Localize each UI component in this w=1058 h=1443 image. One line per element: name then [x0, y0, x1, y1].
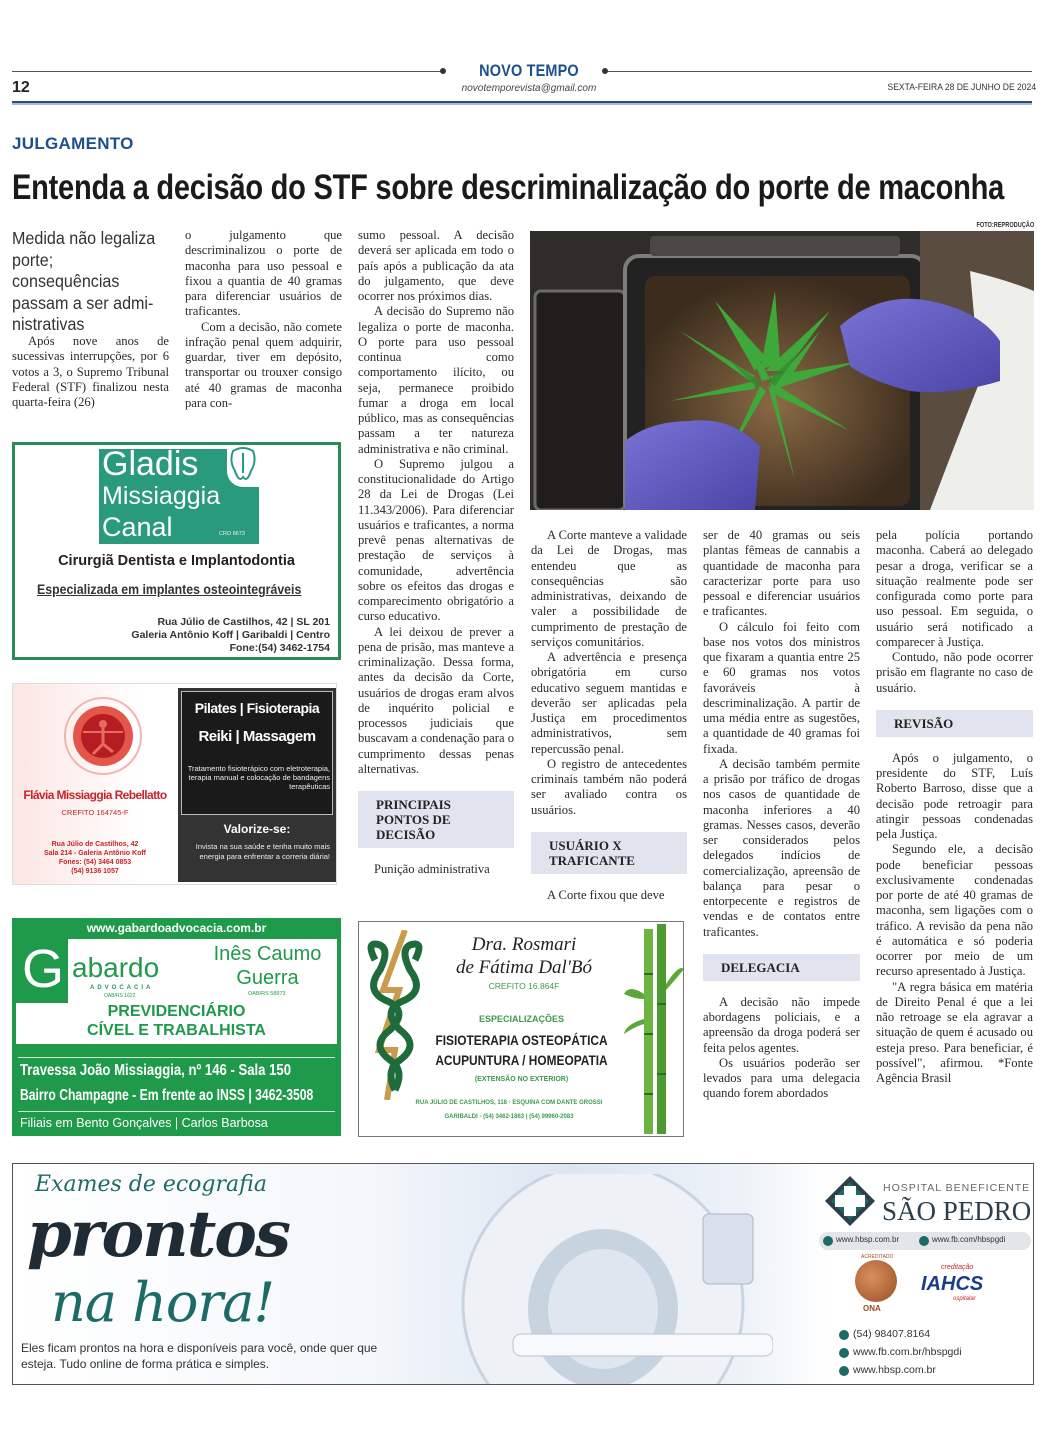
- iahcs-bottom: ospitalar: [953, 1296, 976, 1302]
- paragraph: pela polícia portando maconha. Caberá ao delegado pesar a droga, verificar se a situação realmente pode ser configurada como porte para uso pessoal. Em seguida, o usuário será notificado a comparecer à Justiça.: [876, 528, 1033, 649]
- flavia-slogan: Valorize-se:: [223, 822, 291, 836]
- gabardo-logo-text: abardo: [72, 952, 160, 983]
- photo-credit: FOTO:REPRODUÇÃO: [976, 222, 1034, 229]
- gabardo-address2: Bairro Champagne - Em frente ao INSS | 3462-3508: [20, 1087, 314, 1104]
- gabardo-url[interactable]: www.gabardoadvocacia.com.br: [86, 921, 267, 935]
- flavia-services-line2: Reiki | Massagem: [198, 728, 316, 745]
- tooth-icon: [227, 447, 259, 487]
- ad-hospital-sao-pedro[interactable]: [12, 1163, 1034, 1385]
- rosmari-name1: Dra. Rosmari: [471, 934, 577, 955]
- ona-label: ACREDITADO: [861, 1254, 894, 1260]
- publication-email[interactable]: novotemporevista@gmail.com: [461, 83, 597, 94]
- article-column-3: [358, 228, 514, 877]
- gabardo-lawyer-name1: Inês Caumo: [213, 943, 322, 965]
- hospital-fb1[interactable]: www.fb.com/hbspgdi: [932, 1235, 1006, 1244]
- article-column-4: [531, 528, 687, 903]
- hospital-web2[interactable]: www.hbsp.com.br: [853, 1364, 936, 1376]
- gabardo-address1: Travessa João Missiaggia, nº 146 - Sala 150: [20, 1062, 291, 1079]
- flavia-slogan-text: Invista na sua saúde e tenha muito mais energia para enfrentar a correria diária!: [195, 842, 330, 861]
- gladis-specialty: Especializada em implantes osteointegráveis: [37, 581, 302, 597]
- gabardo-divider-1: [18, 1057, 335, 1058]
- issue-date: SEXTA-FEIRA 28 DE JUNHO DE 2024: [887, 82, 1036, 93]
- gabardo-area2: CÍVEL E TRABALHISTA: [87, 1022, 266, 1039]
- paragraph: Após o julgamento, o presidente do STF, Luís Roberto Barroso, disse que a decisão pode retroagir para atingir pessoas condenadas pela Justiça.: [876, 750, 1033, 841]
- subheading-principais-pontos: PRINCIPAIS PONTOS DE DECISÃO: [358, 791, 514, 848]
- paragraph: "A regra básica em matéria de Direito Penal é que a lei não retroage se ela agravar a situação de quem é acusado ou esteja preso. Para beneficiar, é possível", afirmou. *Fonte Agência Brasil: [876, 979, 1033, 1085]
- flavia-services-panel: [178, 688, 336, 882]
- hospital-headline1: prontos: [27, 1197, 289, 1272]
- gabardo-logo-sub: ADVOCACIA: [90, 985, 154, 991]
- flavia-services-line1: Pilates | Fisioterapia: [194, 700, 320, 716]
- ad-gabardo-law[interactable]: [12, 918, 341, 1136]
- paragraph: Os usuários poderão ser levados para uma delegacia quando forem abordados: [703, 1055, 860, 1101]
- ad-rosmari-physio[interactable]: [358, 921, 684, 1137]
- hospital-cross-logo-icon: [825, 1176, 875, 1226]
- paragraph: A Corte manteve a validade da Lei de Drogas, mas entendeu que as consequências são administrativas, deixando de valer a possibilidade de cumprimento de prestação de serviços comunitários.: [531, 528, 687, 649]
- facebook-icon-2: [839, 1348, 849, 1358]
- article-column-5: [703, 528, 860, 1102]
- bamboo-icon: [624, 924, 684, 1134]
- rosmari-phones[interactable]: GARIBALDI - (54) 3462-1863 | (54) 99960-2083: [444, 1114, 574, 1120]
- subheading-usuario-traficante: USUÁRIO X TRAFICANTE: [531, 832, 687, 874]
- article-column-1: [12, 334, 169, 410]
- facebook-icon: [919, 1236, 929, 1246]
- hospital-tagline: Exames de ecografia: [35, 1172, 267, 1197]
- rosmari-spec-label: ESPECIALIZAÇÕES: [478, 1014, 564, 1024]
- gladis-address2: Galeria Antônio Koff | Garibaldi | Centro: [131, 629, 330, 641]
- gabardo-logo-oab: OAB/RS 1622: [104, 993, 136, 999]
- gabardo-lawyer-name2: Guerra: [236, 967, 299, 989]
- paragraph: A decisão também permite a prisão por tráfico de drogas nos casos de quantidade de maconha inferiores a 40 gramas. Nesses casos, deverão ser considerados pelos delegados indícios de comercialização, apreensão de balança para pesar o entorpecente e registros de vendas e de contatos entre traficantes.: [703, 756, 860, 939]
- gabardo-logo-g: G: [22, 939, 65, 999]
- rosmari-crefito: CREFITO 16.864F: [488, 981, 560, 991]
- paragraph: Após nove anos de sucessivas interrupções, por 6 votos a 3, o Supremo Tribunal Federal (STF) finalizou nesta quarta-feira (26): [12, 334, 169, 409]
- article-column-6: [876, 528, 1033, 1086]
- paragraph: O cálculo foi feito com base nos votos dos ministros que fixaram a quantia entre 25 e 60 gramas nos votos favoráveis à descriminalização. A partir de uma média entre as sugestões, a quantidade de 40 gramas foi fixada.: [703, 619, 860, 756]
- gladis-cro: CRO 8673: [219, 531, 245, 537]
- hospital-name-main: SÃO PEDRO: [882, 1196, 1032, 1226]
- paragraph: A decisão do Supremo não legaliza o porte de maconha. O porte para uso pessoal continua como comportamento ilícito, ou seja, permanece proibido fumar a droga em local público, mas as consequências passam a ter natureza administrativa e não criminal.: [358, 304, 514, 456]
- whatsapp-icon: [839, 1330, 849, 1340]
- globe-icon: [823, 1236, 833, 1246]
- gladis-logo-name2: Missiaggia: [102, 482, 221, 510]
- ct-scanner-image: [453, 1174, 773, 1384]
- paragraph: Com a decisão, não comete infração penal quem adquirir, guardar, tiver em depósito, transportar ou trouxer consigo até 40 gramas de maconha para con-: [185, 319, 342, 410]
- article-photo-cannabis: [530, 231, 1034, 510]
- paragraph: A decisão não impede abordagens policiais, e a apreensão da droga poderá ser feita pelos agentes.: [703, 994, 860, 1055]
- subheading-revisao: REVISÃO: [876, 710, 1033, 737]
- paragraph: O Supremo julgou a constitucionalidade do Artigo 28 da Lei de Drogas (Lei 11.343/2006). Para diferenciar usuários e traficantes, a norma prevê penas alternativas de prestação de serviços à comunidade, advertência sobre os efeitos das drogas e comparecimento obrigatório a curso educativo.: [358, 456, 514, 624]
- article-subhead: Medida não legaliza porte; consequências passam a ser admi-nistrativas: [12, 228, 156, 334]
- header-divider: [12, 101, 1032, 105]
- article-headline: Entenda a decisão do STF sobre descriminalização do porte de maconha: [12, 168, 1005, 207]
- globe-icon-2: [839, 1366, 849, 1376]
- gladis-phone[interactable]: Fone:(54) 3462-1754: [229, 642, 330, 654]
- paragraph: ser de 40 gramas ou seis plantas fêmeas de cannabis a quantidade de maconha para caracterizar porte para uso pessoal e diferenciar usuários e traficantes.: [703, 528, 860, 619]
- flavia-name: Flávia Missiaggia Rebellatto: [23, 788, 167, 802]
- paragraph: Punição administrativa: [374, 862, 490, 876]
- paragraph: A lei deixou de prever a pena de prisão, mas manteve a criminalização. Dessa forma, antes da decisão da Corte, usuários de drogas eram alvos de inquérito policial e processos judiciais que buscavam a condenação para o cumprimento dessas penas alternativas.: [358, 624, 514, 776]
- iahcs-top: creditação: [941, 1264, 974, 1271]
- gabardo-divider-2: [18, 1111, 335, 1112]
- iahcs-logo: IAHCS: [921, 1273, 984, 1295]
- ona-seal-icon: [855, 1260, 897, 1302]
- gladis-logo-name3: Canal: [102, 512, 173, 542]
- gabardo-branches: Filiais em Bento Gonçalves | Carlos Barbosa: [20, 1116, 268, 1130]
- rosmari-spec1: FISIOTERAPIA OSTEOPÁTICA: [435, 1032, 608, 1048]
- flavia-description: Tratamento fisioterápico com eletroterapia, terapia manual e colocação de bandagens terapêuticas: [187, 764, 330, 791]
- gabardo-lawyer-oab: OAB/RS 58973: [248, 991, 286, 997]
- paragraph: A Corte fixou que deve: [547, 887, 665, 902]
- gabardo-area1: PREVIDENCIÁRIO: [107, 1003, 246, 1020]
- paragraph: A advertência e presença obrigatória em curso educativo seguem mantidas e deverão ser aplicadas pela Justiça em procedimentos administrativos, sem repercussão penal.: [531, 650, 687, 756]
- subheading-delegacia: DELEGACIA: [703, 954, 860, 981]
- paragraph: o julgamento que descriminalizou o porte de maconha para uso pessoal e fixou a quantia de 40 gramas para diferenciar usuários de traficantes.: [185, 228, 342, 319]
- rosmari-spec2: ACUPUNTURA / HOMEOPATIA: [435, 1052, 608, 1068]
- hospital-web1[interactable]: www.hbsp.com.br: [836, 1235, 900, 1244]
- rosmari-spec-note: (EXTENSÃO NO EXTERIOR): [474, 1076, 569, 1083]
- publication-name: NOVO TEMPO: [479, 61, 579, 80]
- hospital-phone[interactable]: (54) 98407.8164: [853, 1328, 931, 1340]
- hospital-headline2: na hora!: [51, 1271, 275, 1334]
- paragraph: sumo pessoal. A decisão deverá ser aplicada em todo o país após a publicação da ata do julgamento, que deve ocorrer nos próximos dias.: [358, 228, 514, 303]
- gladis-title: Cirurgiã Dentista e Implantodontia: [58, 553, 295, 569]
- gladis-contact: [131, 616, 330, 655]
- gabardo-areas: [16, 1002, 337, 1040]
- paragraph: O registro de antecedentes criminais também não poderá ser avaliado contra os usuários.: [531, 756, 687, 817]
- flavia-logo-icon: [63, 696, 143, 776]
- cannabis-plant-photo: [530, 231, 1034, 510]
- section-label: JULGAMENTO: [12, 134, 134, 153]
- flavia-crefito: CREFITO 164745-F: [61, 808, 129, 817]
- flavia-phone1[interactable]: Fones: (54) 3464 0853: [58, 859, 132, 866]
- rosmari-address: RUA JÚLIO DE CASTILHOS, 118 - ESQUINA COM DANTE GROSSI: [415, 1100, 603, 1106]
- gladis-address1: Rua Júlio de Castilhos, 42 | SL 201: [157, 616, 330, 628]
- page-number: 12: [12, 79, 30, 96]
- hospital-fb2[interactable]: www.fb.com.br/hbspgdi: [853, 1346, 962, 1358]
- gladis-logo-name1: Gladis: [102, 445, 199, 483]
- ona-name: ONA: [863, 1304, 881, 1313]
- article-column-2: [185, 228, 342, 411]
- ad-flavia-physio[interactable]: [12, 683, 337, 885]
- paragraph: Segundo ele, a decisão pode beneficiar pessoas exclusivamente condenadas por porte de até 40 gramas de maconha, sem ligações com o tráfico. A revisão da pena não é automática e só poderia ocorrer por meio de um recurso apresentado à Justiça.: [876, 842, 1033, 979]
- flavia-phone2[interactable]: (54) 9136 1057: [71, 868, 119, 875]
- flavia-address1: Rua Júlio de Castilhos, 42: [51, 841, 139, 848]
- hospital-body: Eles ficam prontos na hora e disponíveis para você, onde quer que esteja. Tudo online de forma prática e simples.: [21, 1341, 378, 1371]
- ad-gladis-dentist[interactable]: [12, 442, 341, 660]
- hospital-name-top: HOSPITAL BENEFICENTE: [883, 1182, 1031, 1194]
- flavia-address2: Sala 214 - Galeria Antônio Koff: [43, 850, 147, 857]
- rosmari-name2: de Fátima Dal'Bó: [456, 957, 592, 978]
- paragraph: Contudo, não pode ocorrer prisão em flagrante no caso de usuário.: [876, 650, 1033, 695]
- flavia-contact: [16, 840, 174, 876]
